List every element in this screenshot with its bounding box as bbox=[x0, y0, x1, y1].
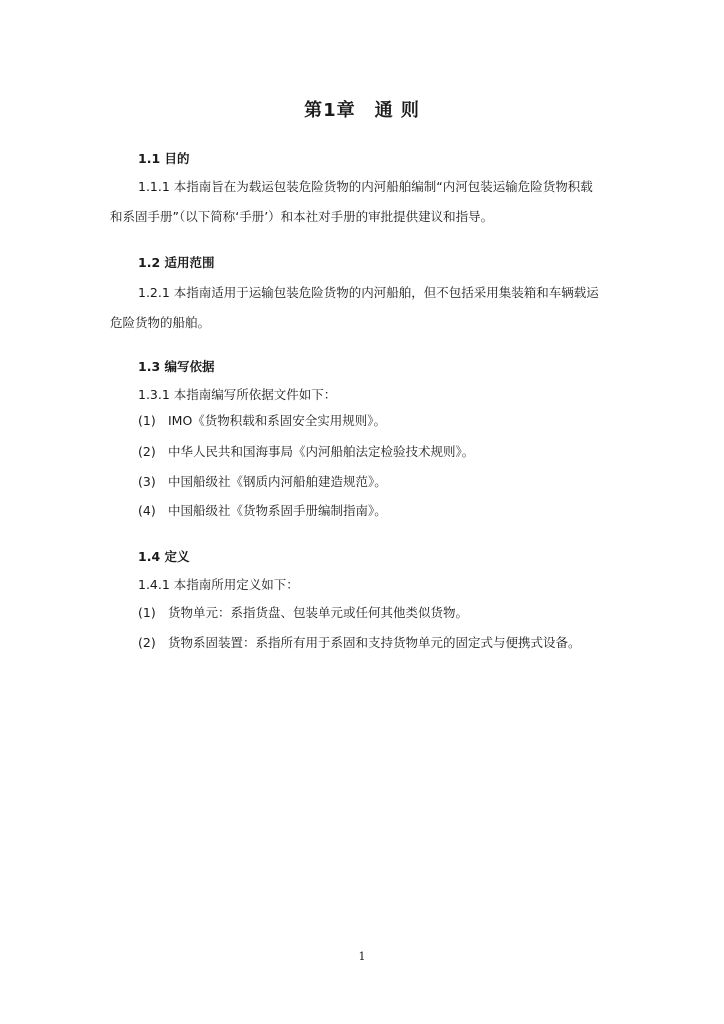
page-number: 1 bbox=[358, 950, 366, 963]
paragraph-1-4-1: 1.4.1 本指南所用定义如下： bbox=[138, 577, 299, 592]
paragraph-1-2-1-line1: 1.2.1 本指南适用于运输包装危险货物的内河船舶，但不包括采用集装箱和车辆载运 bbox=[138, 285, 599, 300]
section-heading-1-2: 1.2 适用范围 bbox=[138, 255, 215, 270]
list-item-text: IMO《货物积载和系固安全实用规则》。 bbox=[168, 413, 387, 428]
paragraph-1-1-1-line1: 1.1.1 本指南旨在为载运包装危险货物的内河船舶编制“内河包装运输危险货物积载 bbox=[138, 179, 593, 194]
list-item-number: (3) bbox=[138, 474, 156, 489]
list-item bbox=[138, 634, 658, 652]
list-item-number: (2) bbox=[138, 635, 156, 650]
section-heading-1-4: 1.4 定义 bbox=[138, 549, 190, 564]
list-item-text: 货物系固装置：系指所有用于系固和支持货物单元的固定式与便携式设备。 bbox=[168, 635, 581, 650]
list-item-number: (2) bbox=[138, 444, 156, 459]
list-item-number: (1) bbox=[138, 413, 156, 428]
list-item-text: 中国船级社《钢质内河船舶建造规范》。 bbox=[168, 474, 387, 489]
paragraph-1-1-1-line2: 和系固手册”（以下简称‘手册’）和本社对手册的审批提供建议和指导。 bbox=[110, 209, 494, 224]
list-item bbox=[138, 443, 658, 461]
section-heading-1-1: 1.1 目的 bbox=[138, 151, 190, 166]
list-item bbox=[138, 473, 658, 491]
list-item bbox=[138, 502, 658, 520]
list-item-text: 中国船级社《货物系固手册编制指南》。 bbox=[168, 503, 387, 518]
list-item-number: (4) bbox=[138, 503, 156, 518]
chapter-title: 第1章 通 则 bbox=[304, 100, 420, 121]
list-item-number: (1) bbox=[138, 605, 156, 620]
list-item bbox=[138, 604, 658, 622]
list-item-text: 中华人民共和国海事局《内河船舶法定检验技术规则》。 bbox=[168, 444, 475, 459]
section-heading-1-3: 1.3 编写依据 bbox=[138, 359, 215, 374]
paragraph-1-3-1: 1.3.1 本指南编写所依据文件如下： bbox=[138, 387, 337, 402]
list-item bbox=[138, 412, 658, 430]
list-item-text: 货物单元：系指货盘、包装单元或任何其他类似货物。 bbox=[168, 605, 469, 620]
paragraph-1-2-1-line2: 危险货物的船舶。 bbox=[110, 315, 211, 330]
